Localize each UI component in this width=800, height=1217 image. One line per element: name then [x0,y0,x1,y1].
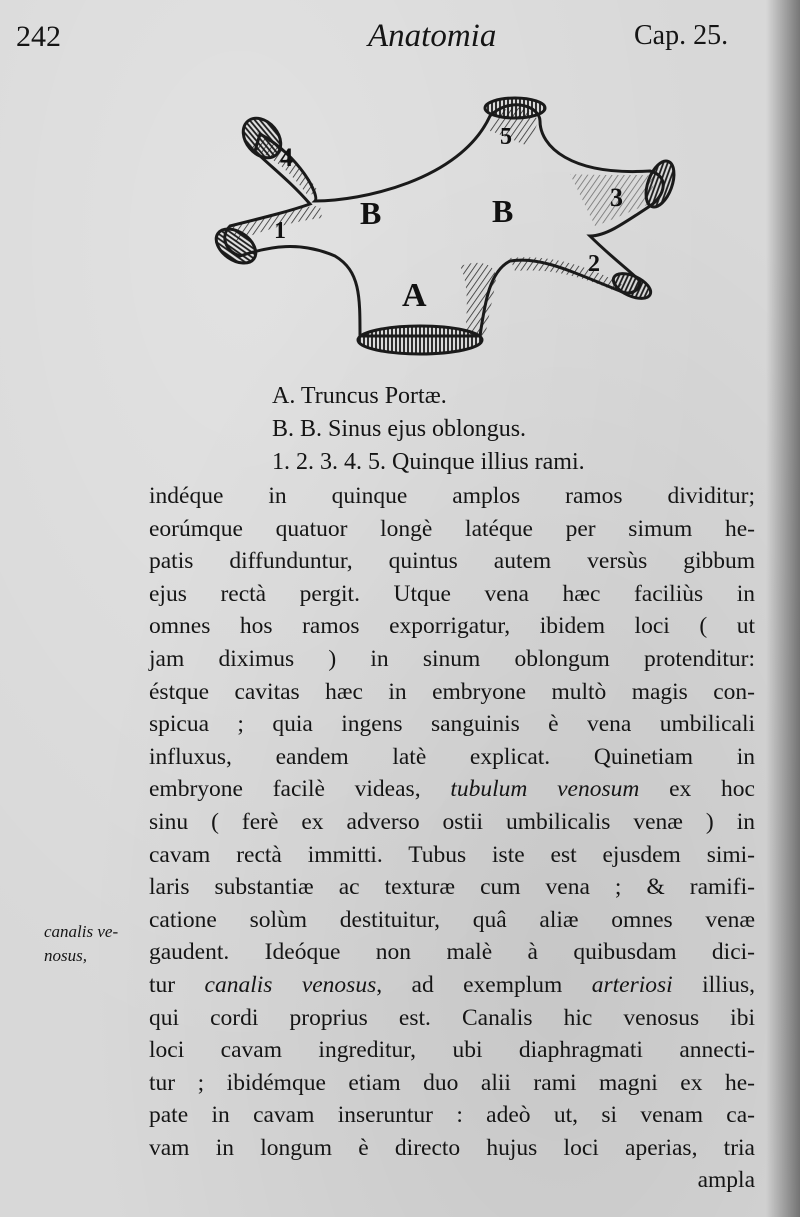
text-segment: tur [149,971,205,998]
label-1: 1 [274,218,286,244]
margin-note [44,920,146,968]
body-text [149,480,755,1197]
text-line [149,773,755,806]
opening-2 [610,268,655,303]
label-b-left: B [360,195,382,231]
caption-line-a: A. Truncus Portæ. [272,383,447,409]
opening-5 [485,98,545,118]
label-a: A [402,277,427,314]
text-line: vam in longum è directo hujus loci aperias, tria [149,1134,755,1161]
text-line: tur ; ibidémque etiam duo alii rami magni ex he- [149,1069,755,1096]
label-4: 4 [280,143,293,172]
text-line: sinu ( ferè ex adverso ostii umbilicalis venæ ) in [149,808,755,835]
margin-note-line-1: canalis ve- [44,922,119,941]
running-title: Anatomia [368,18,497,54]
italic-term: tubulum venosum [450,776,640,803]
label-5: 5 [500,124,512,150]
text-line: pate in cavam inseruntur : adeò ut, si venam ca- [149,1102,755,1129]
page-number: 242 [16,20,61,53]
vein-illustration [210,86,690,366]
text-line: spicua ; quia ingens sanguinis è vena umbilicali [149,711,755,738]
figure-caption [272,380,742,479]
caption-line-b: B. B. Sinus ejus oblongus. [272,416,527,442]
chapter-heading: Cap. 25. [634,20,729,51]
margin-note-line-2: nosus, [44,946,87,965]
italic-term: arteriosi [591,971,673,998]
page-header [0,16,800,66]
text-segment: ex hoc [639,776,755,803]
text-segment: embryone facilè videas, [149,776,451,803]
opening-trunk [358,326,482,354]
text-line: influxus, eandem latè explicat. Quinetiam in [149,743,755,770]
text-line: indéque in quinque amplos ramos dividitur; [149,483,755,509]
text-line: loci cavam ingreditur, ubi diaphragmati annecti- [149,1037,755,1064]
text-line: laris substantiæ ac texturæ cum vena ; & ramifi- [149,874,755,901]
text-line: catione solùm destituitur, quâ aliæ omnes venæ [149,906,755,933]
caption-line-numbers: 1. 2. 3. 4. 5. Quinque illius rami. [272,449,585,475]
text-line: omnes hos ramos exporrigatur, ibidem loci ( ut [149,613,755,640]
catchword: ampla [697,1167,755,1194]
trunk-shading [460,263,496,336]
portal-vein-engraving [210,86,690,366]
page-gutter-shadow [766,0,800,1217]
text-line: patis diffunduntur, quintus autem versùs gibbum [149,548,755,575]
text-line: qui cordi proprius est. Canalis hic venosus ibi [149,1004,755,1031]
label-b-right: B [492,193,514,229]
text-line: cavam rectà immitti. Tubus iste est ejusdem simi- [149,841,755,868]
opening-3 [641,157,680,210]
text-line: ejus rectà pergit. Utque vena hæc faciliùs in [149,580,755,607]
text-line: jam diximus ) in sinum oblongum protenditur: [149,645,755,672]
text-line: eorúmque quatuor longè latéque per simum he- [149,515,755,542]
text-line: éstque cavitas hæc in embryone multò magis con- [149,678,755,705]
text-segment: illius, [672,971,756,998]
text-segment: , ad exemplum [376,971,592,998]
branch-2-shading [510,257,625,291]
text-line: gaudent. Ideóque non malè à quibusdam dici- [149,939,755,966]
label-2: 2 [588,251,600,277]
text-line [149,969,755,1002]
label-3: 3 [610,183,623,212]
italic-term: canalis venosus [204,971,377,998]
